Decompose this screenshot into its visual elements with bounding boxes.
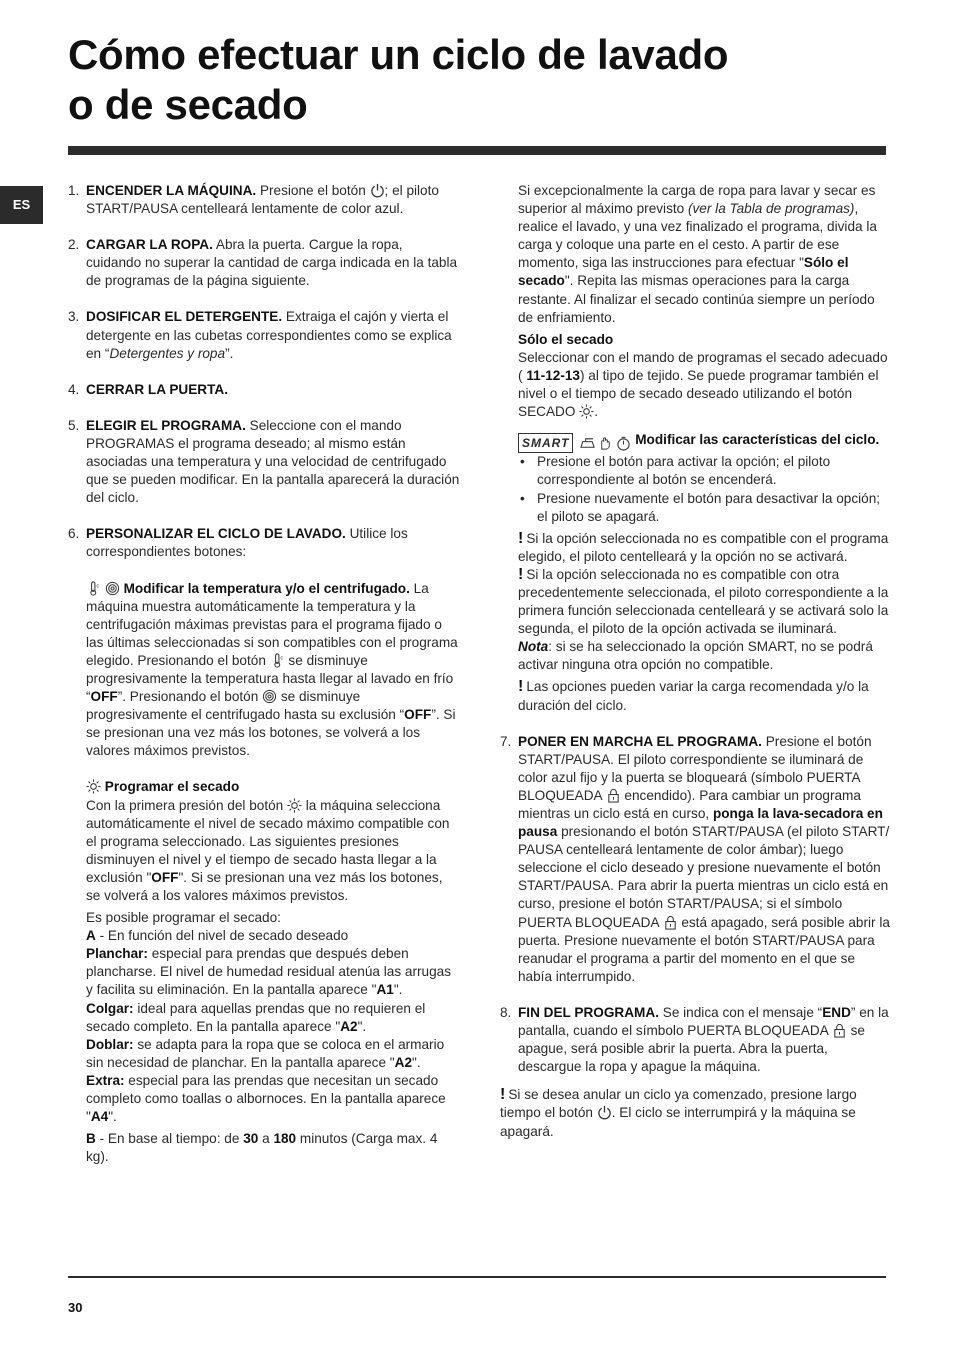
warning-icon: !: [500, 1086, 506, 1104]
step-text: ” en la pantalla, cuando el símbolo PUERTA BLOQUEADA: [518, 1004, 889, 1039]
hand-wash-icon: [598, 436, 613, 451]
spin-icon: [105, 581, 120, 596]
option-icons: [518, 433, 631, 453]
smart-logo: SMART: [518, 433, 573, 453]
step-heading: PERSONALIZAR EL CICLO DE LAVADO.: [86, 526, 346, 542]
drying-sun-icon: [287, 798, 302, 813]
option-label: Planchar:: [86, 946, 148, 962]
section-text: ".: [393, 982, 403, 998]
svg-text:c: c: [96, 583, 100, 590]
step-heading: CERRAR LA PUERTA.: [86, 381, 228, 397]
svg-text:c: c: [279, 655, 283, 662]
step-text: Seleccione con el mando PROGRAMAS el programa deseado; al mismo están asociadas una temperatura y una velocidad de centrifugado que se pueden modificar. En la pantalla aparecerá la duración del ciclo.: [86, 417, 460, 506]
step-heading: DOSIFICAR EL DETERGENTE.: [86, 309, 283, 325]
section-heading: Modificar la temperatura y/o el centrifugado.: [123, 580, 410, 596]
page-title: [68, 30, 868, 130]
power-icon: [370, 183, 385, 198]
power-icon: [597, 1105, 612, 1120]
step-number: 4.: [68, 381, 80, 397]
step-number: 1.: [68, 183, 80, 198]
step-2: [68, 236, 460, 290]
warning-text: Las opciones pueden variar la carga recomendada y/o la duración del ciclo.: [518, 679, 869, 713]
section-text: ". Repita las mismas operaciones para la carga restante. Al finalizar el secado continúa siempre un período de enfriamiento.: [518, 273, 875, 325]
display-code: A2: [340, 1018, 358, 1034]
step-8: [500, 1004, 892, 1076]
drying-sun-icon: [579, 404, 594, 419]
right-column: [500, 182, 892, 1141]
section-text: ". Si se presionan una vez más los botones, se volverá a los valores máximos previstos.: [86, 869, 443, 903]
language-tab: ES: [0, 186, 43, 224]
section-text: ”. Si se presionan una vez más los botones, se volverá a los valores máximos previstos.: [86, 707, 456, 759]
time-max: 180: [273, 1131, 297, 1147]
option-label: Extra:: [86, 1072, 125, 1088]
display-code: A2: [394, 1054, 413, 1070]
section-text-emphasis: (ver la Tabla de programas): [687, 201, 855, 217]
section-text: Con la primera presión del botón: [86, 797, 287, 813]
step-text-bold: ponga la lava-secadora en pausa: [518, 806, 883, 840]
section-text: - En función del nivel de secado deseado: [95, 928, 349, 944]
temperature-icon: [86, 581, 101, 596]
step-number: 3.: [68, 309, 80, 325]
section-text: especial para prendas que después deben plancharse. El nivel de humedad residual atenúa las arrugas y facilita su eliminación. En la pantalla aparece ": [86, 946, 451, 998]
section-heading: Programar el secado: [104, 779, 240, 795]
excess-load-section: [500, 182, 892, 715]
display-code: A1: [376, 982, 394, 998]
step-text: ; el piloto START/PAUSA centelleará lentamente de color azul.: [86, 183, 439, 217]
section-text: Si excepcionalmente la carga de ropa para lavar y secar es superior al máximo previsto: [518, 183, 876, 217]
step-text: Utilice los correspondientes botones:: [86, 526, 408, 560]
option-label: Colgar:: [86, 1000, 134, 1016]
section-text: Es posible programar el secado:: [86, 910, 281, 926]
step-5: [68, 417, 460, 507]
page-number: 30: [68, 1300, 83, 1315]
step-number: 5.: [68, 417, 80, 433]
step-number: 8.: [500, 1004, 512, 1020]
note-text: : si se ha seleccionado la opción SMART, no se podrá activar ninguna otra opción no compatible.: [518, 639, 873, 673]
section-text: .: [594, 404, 598, 420]
step-text: presionando el botón START/PAUSA (el piloto START/ PAUSA centelleará lentamente de color ámbar); luego seleccione el ciclo deseado y presione nuevamente el botón START/PAUSA. Para abrir la puerta mientras un ciclo está en curso, presione el botón START/PAUSA; si el símbolo PUERTA BLOQUEADA: [518, 824, 890, 930]
drying-section: [68, 778, 460, 1166]
left-column: [68, 182, 460, 1166]
section-text: especial para las prendas que necesitan un secado completo como toallas o albornoces. En la pantalla aparece ": [86, 1072, 446, 1125]
header-rule: [68, 146, 886, 155]
section-text-bold: Sólo el secado: [518, 255, 849, 289]
section-heading: Sólo el secado: [518, 331, 614, 347]
off-value: OFF: [404, 707, 432, 723]
door-lock-icon: [606, 788, 621, 803]
step-1: [68, 182, 460, 218]
option-label: B: [86, 1131, 96, 1147]
warning-text: . El ciclo se interrumpirá y la máquina se apagará.: [500, 1105, 856, 1139]
door-lock-icon: [663, 915, 678, 930]
section-text: , realice el lavado, y una vez finalizado el programa, divida la carga y coloque una parte en el cesto. A partir de ese momento, siga las instrucciones para efectuar ": [518, 201, 877, 271]
option-label: Doblar:: [86, 1036, 134, 1052]
warning-icon: !: [518, 565, 524, 583]
section-heading: Modificar las características del ciclo.: [635, 432, 880, 448]
list-item-text: Presione nuevamente el botón para desactivar la opción; el piloto se apagará.: [537, 490, 881, 524]
step-number: 7.: [500, 733, 512, 749]
step-number: 6.: [68, 526, 80, 542]
off-value: OFF: [151, 869, 179, 885]
title-line-1: Cómo efectuar un ciclo de lavado: [68, 31, 729, 78]
time-min: 30: [243, 1131, 259, 1147]
section-text: ”. Presionando el botón: [117, 689, 263, 705]
step-text: Extraiga el cajón y vierta el detergente en las cubetas correspondientes como se explica en “: [86, 309, 452, 361]
step-text: Presione el botón START/PAUSA. El piloto correspondiente se iluminará de color azul fijo y la puerta se bloqueará (símbolo PUERTA BLOQUEADA: [518, 733, 872, 803]
off-value: OFF: [90, 689, 118, 705]
step-text: Se indica con el mensaje “: [658, 1004, 823, 1020]
drying-sun-icon: [86, 779, 101, 794]
iron-icon: [580, 436, 595, 451]
section-text: se adapta para la ropa que se coloca en el armario sin necesidad de planchar. En la pantalla aparece ": [86, 1036, 445, 1070]
section-text: se disminuye progresivamente la temperatura hasta llegar al lavado en frío “: [86, 652, 454, 705]
temperature-spin-section: [68, 580, 460, 761]
door-lock-icon: [832, 1023, 847, 1038]
temperature-icon: [270, 653, 285, 668]
section-text: Seleccionar con el mando de programas el secado adecuado (: [518, 349, 888, 383]
list-item-text: Presione el botón para activar la opción; el piloto correspondiente al botón se encenderá.: [537, 454, 831, 488]
warning-icon: !: [518, 529, 524, 547]
section-text: ".: [412, 1054, 421, 1070]
section-text: La máquina muestra automáticamente la temperatura y la centrifugación máximas previstas para el programa fijado o las últimas seleccionadas si son compatibles con el programa elegido. Presionando el botón: [86, 580, 458, 668]
timer-icon: [616, 436, 631, 451]
step-text: Abra la puerta. Cargue la ropa, cuidando no superar la cantidad de carga indicada en la tabla de programas de la página siguiente.: [86, 237, 458, 289]
step-text: encendido). Para cambiar un programa mientras un ciclo está en curso,: [518, 787, 861, 821]
step-text: Presione el botón: [256, 183, 370, 198]
section-text: ".: [357, 1018, 367, 1034]
step-6: [68, 525, 460, 561]
section-text: ideal para aquellas prendas que no requieren el secado completo. En la pantalla aparece ": [86, 1000, 426, 1034]
end-message: END: [822, 1004, 851, 1020]
step-4: [68, 381, 460, 399]
warning-text: Si la opción seleccionada no es compatible con el programa elegido, el piloto centelleará y la opción no se activará.: [518, 530, 889, 564]
warning-icon: !: [518, 678, 524, 696]
section-text: a: [258, 1131, 274, 1147]
list-item: • Presione el botón para activar la opción; el piloto correspondiente al botón se encenderá.: [520, 454, 831, 488]
step-text: está apagado, será posible abrir la puerta. Presione nuevamente el botón START/PAUSA para reanudar el programa a partir del momento en el que se había interrumpido.: [518, 914, 890, 984]
warning-text: Si se desea anular un ciclo ya comenzado, presione largo tiempo el botón: [500, 1087, 857, 1121]
section-text: ) al tipo de tejido. Se puede programar también el nivel o el tiempo de secado deseado utilizando el botón SECADO: [518, 367, 879, 420]
step-text: se apague, será posible abrir la puerta. Abra la puerta, descargue la ropa y apague la máquina.: [518, 1023, 865, 1075]
section-text: se disminuye progresivamente el centrifugado hasta su exclusión “: [86, 689, 405, 723]
step-text: ”.: [225, 345, 234, 361]
step-7: [500, 733, 892, 986]
step-3: [68, 308, 460, 362]
step-heading: CARGAR LA ROPA.: [86, 237, 213, 253]
footer-rule: [68, 1276, 886, 1278]
step-heading: PONER EN MARCHA EL PROGRAMA.: [518, 733, 762, 749]
program-numbers: 11-12-13: [526, 367, 580, 383]
step-heading: FIN DEL PROGRAMA.: [518, 1004, 659, 1020]
section-text: - En base al tiempo: de: [95, 1131, 244, 1147]
section-text: la máquina selecciona automáticamente el nivel de secado máximo compatible con el programa seleccionado. Las siguientes presiones disminuyen el nivel y el tiempo de secado hasta llegar a la exclusión ": [86, 797, 450, 885]
step-number: 2.: [68, 237, 80, 253]
option-label: A: [86, 928, 96, 944]
section-text: ".: [108, 1109, 117, 1125]
title-line-2: o de secado: [68, 81, 308, 128]
cancel-warning: [500, 1086, 892, 1140]
section-text: minutos (Carga max. 4 kg).: [86, 1131, 438, 1165]
step-text-emphasis: Detergentes y ropa: [109, 345, 226, 361]
display-code: A4: [90, 1109, 109, 1125]
list-item: • Presione nuevamente el botón para desactivar la opción; el piloto se apagará.: [520, 490, 881, 524]
note-label: Nota: [518, 639, 549, 655]
step-heading: ELEGIR EL PROGRAMA.: [86, 417, 246, 433]
spin-icon: [262, 689, 277, 704]
warning-text: Si la opción seleccionada no es compatible con otra precedentemente seleccionada, el piloto correspondiente a la primera función seleccionada centelleará y se activará solo la segunda, el piloto de la opción activada se iluminará.: [518, 566, 889, 637]
step-heading: ENCENDER LA MÁQUINA.: [86, 183, 257, 198]
